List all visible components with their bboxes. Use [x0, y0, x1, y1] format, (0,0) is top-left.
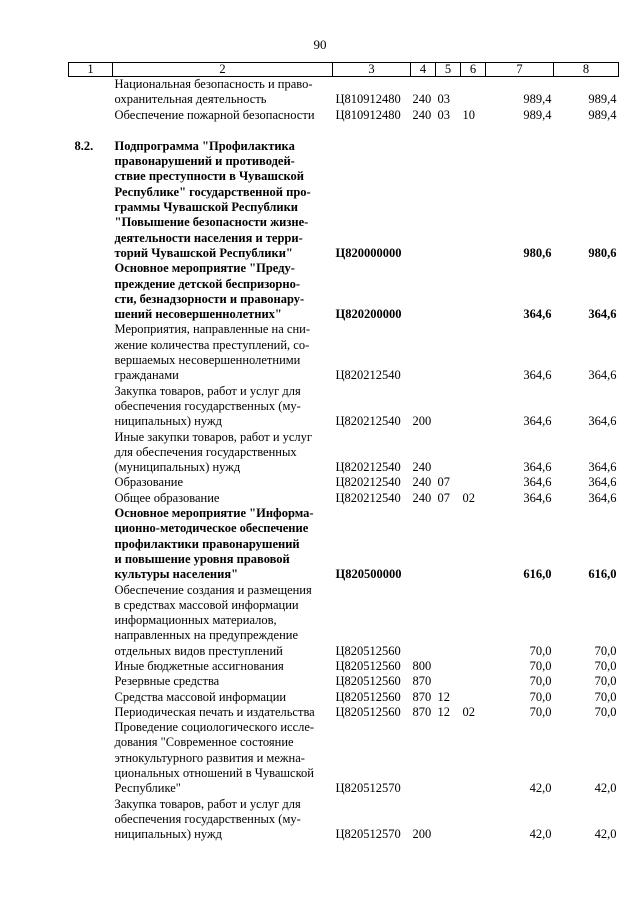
expense-type-code: 800 [412, 658, 432, 673]
section-code [436, 506, 461, 582]
row-name-line: сти, безнадзорности и правонару- [114, 291, 305, 306]
header-cell: 6 [461, 63, 486, 77]
amount-col8: 989,4 [588, 107, 617, 122]
subsection-code [461, 674, 486, 689]
row-name [113, 430, 333, 476]
row-name-line: информационных материалов, [114, 613, 277, 628]
amount-col8: 616,0 [588, 567, 617, 582]
section-number [69, 322, 113, 383]
row-name-line: шений несовершеннолетних" [114, 307, 282, 322]
amount-col8: 70,0 [594, 674, 617, 689]
target-article-code: Ц820512560 [335, 704, 401, 719]
table-body [69, 77, 619, 843]
amount-col7: 42,0 [529, 781, 552, 796]
expense-type-code: 870 [412, 689, 432, 704]
target-article-code: Ц810912480 [335, 92, 401, 107]
section-number [69, 384, 113, 430]
row-name [113, 583, 333, 659]
section-code: 03 [437, 107, 450, 122]
amount-col8: 364,6 [588, 368, 617, 383]
section-code [436, 322, 461, 383]
amount-col7: 364,6 [523, 414, 552, 429]
amount-col7: 364,6 [523, 368, 552, 383]
header-cell: 3 [333, 63, 411, 77]
row-name-line: вершаемых несовершеннолетними [114, 353, 301, 368]
row-name-line: обеспечения государственных (му- [114, 811, 301, 826]
expense-type-code: 870 [412, 674, 432, 689]
row-name-line: правонарушений и противодей- [114, 154, 295, 169]
header-cell: 4 [411, 63, 436, 77]
row-name-line: Иные бюджетные ассигнования [114, 658, 284, 673]
section-number: 8.2. [74, 138, 94, 153]
row-name-line: Основное мероприятие "Преду- [114, 261, 295, 276]
subsection-code [461, 384, 486, 430]
row-name-line: отдельных видов преступлений [114, 643, 283, 658]
row-name-line: Обеспечение создания и размещения [114, 582, 312, 597]
section-number [69, 77, 113, 108]
target-article-code: Ц820512570 [335, 827, 401, 842]
target-article-code: Ц820200000 [335, 307, 402, 322]
row-name-line: Национальная безопасность и право- [114, 77, 313, 91]
target-article-code: Ц810912480 [335, 107, 401, 122]
section-code [436, 139, 461, 261]
row-name-line: ционно-методическое обеспечение [114, 521, 309, 536]
row-name-line: циональных отношений в Чувашской [114, 766, 314, 781]
row-name [113, 705, 333, 720]
subsection-code [461, 797, 486, 843]
subsection-code: 02 [462, 490, 475, 505]
amount-col7: 364,6 [523, 490, 552, 505]
row-name-line: профилактики правонарушений [114, 536, 300, 551]
expense-type-code [411, 583, 436, 659]
row-name [113, 77, 333, 108]
row-name-line: обеспечения государственных (му- [114, 398, 301, 413]
amount-col8: 42,0 [594, 827, 617, 842]
target-article-code: Ц820000000 [335, 245, 402, 260]
amount-col8: 42,0 [594, 781, 617, 796]
row-name-line: жение количества преступлений, со- [114, 337, 310, 352]
table-row [69, 720, 619, 796]
section-code [436, 674, 461, 689]
row-name-line: ниципальных) нужд [114, 827, 222, 842]
row-name-line: Образование [114, 475, 184, 490]
section-number [69, 690, 113, 705]
row-name-line: "Повышение безопасности жизне- [114, 215, 309, 230]
section-code [436, 720, 461, 796]
table-row [69, 506, 619, 582]
row-name-line: Проведение социологического иссле- [114, 720, 315, 735]
table-row [69, 384, 619, 430]
target-article-code: Ц820212540 [335, 490, 401, 505]
amount-col7: 70,0 [529, 643, 552, 658]
subsection-code [461, 583, 486, 659]
row-name-line: Мероприятия, направленные на сни- [114, 322, 311, 337]
amount-col8: 70,0 [594, 658, 617, 673]
target-article-code: Ц820512560 [335, 643, 401, 658]
section-number [69, 261, 113, 322]
subsection-code [461, 690, 486, 705]
section-number [69, 659, 113, 674]
expense-type-code: 240 [412, 460, 432, 475]
amount-col7: 70,0 [529, 704, 552, 719]
row-name-line: Подпрограмма "Профилактика [114, 138, 295, 153]
amount-col7: 70,0 [529, 658, 552, 673]
expense-type-code: 200 [412, 414, 432, 429]
section-code: 07 [437, 490, 450, 505]
header-cell: 2 [113, 63, 333, 77]
amount-col7: 980,6 [523, 245, 552, 260]
row-name-line: этнокультурного развития и межна- [114, 750, 305, 765]
expense-type-code [411, 261, 436, 322]
table-row [69, 583, 619, 659]
row-name [113, 108, 333, 123]
row-name-line: Основное мероприятие "Информа- [114, 506, 314, 521]
row-name-line: Закупка товаров, работ и услуг для [114, 796, 301, 811]
amount-col7: 364,6 [523, 307, 552, 322]
table-row [69, 659, 619, 674]
target-article-code: Ц820512560 [335, 674, 401, 689]
spacer-row [69, 123, 619, 139]
amount-col8: 989,4 [588, 92, 617, 107]
expense-type-code [411, 139, 436, 261]
row-name-line: гражданами [114, 368, 179, 383]
target-article-code: Ц820212540 [335, 368, 401, 383]
target-article-code: Ц820212540 [335, 475, 401, 490]
expense-type-code [411, 322, 436, 383]
table-row [69, 705, 619, 720]
row-name-line: охранительная деятельность [114, 92, 267, 107]
section-number [69, 705, 113, 720]
amount-col7: 70,0 [529, 689, 552, 704]
table-row [69, 690, 619, 705]
row-name-line: Периодическая печать и издательства [114, 704, 315, 719]
header-cell: 7 [486, 63, 554, 77]
row-name [113, 261, 333, 322]
amount-col7: 364,6 [523, 460, 552, 475]
row-name-line: Республике" [114, 781, 181, 796]
subsection-code [461, 430, 486, 476]
subsection-code: 02 [462, 704, 475, 719]
row-name-line: в средствах массовой информации [114, 597, 299, 612]
amount-col8: 70,0 [594, 689, 617, 704]
row-name [113, 506, 333, 582]
table-row [69, 430, 619, 476]
section-number [69, 108, 113, 123]
section-number [69, 797, 113, 843]
budget-table [68, 62, 619, 843]
table-row [69, 674, 619, 689]
row-name-line: Иные закупки товаров, работ и услуг [114, 429, 313, 444]
section-code [436, 583, 461, 659]
subsection-code [461, 506, 486, 582]
row-name [113, 659, 333, 674]
row-name-line: (муниципальных) нужд [114, 460, 241, 475]
subsection-code [461, 77, 486, 108]
subsection-code [461, 659, 486, 674]
row-name [113, 384, 333, 430]
row-name-line: и повышение уровня правовой [114, 551, 290, 566]
amount-col7: 989,4 [523, 92, 552, 107]
table-header-row [69, 63, 619, 77]
row-name [113, 690, 333, 705]
table-row [69, 77, 619, 108]
row-name-line: торий Чувашской Республики" [114, 245, 293, 260]
row-name [113, 475, 333, 490]
section-code: 12 [437, 689, 450, 704]
subsection-code: 10 [462, 107, 475, 122]
amount-col8: 364,6 [588, 475, 617, 490]
row-name-line: граммы Чувашской Республики [114, 200, 298, 215]
target-article-code: Ц820512560 [335, 658, 401, 673]
amount-col8: 364,6 [588, 490, 617, 505]
amount-col8: 364,6 [588, 460, 617, 475]
section-code: 03 [437, 92, 450, 107]
amount-col8: 364,6 [588, 307, 617, 322]
subsection-code [461, 139, 486, 261]
row-name-line: Республике" государственной про- [114, 184, 311, 199]
table-row [69, 797, 619, 843]
page-number: 90 [313, 37, 327, 52]
row-name-line: Средства массовой информации [114, 689, 287, 704]
target-article-code: Ц820500000 [335, 567, 402, 582]
amount-col8: 980,6 [588, 245, 617, 260]
section-code [436, 430, 461, 476]
section-number [69, 475, 113, 490]
amount-col8: 364,6 [588, 414, 617, 429]
section-code: 12 [437, 704, 450, 719]
row-name [113, 491, 333, 506]
table-row [69, 139, 619, 261]
section-number [69, 430, 113, 476]
subsection-code [461, 322, 486, 383]
expense-type-code: 240 [412, 490, 432, 505]
amount-col7: 42,0 [529, 827, 552, 842]
section-code: 07 [437, 475, 450, 490]
row-name-line: Обеспечение пожарной безопасности [114, 107, 315, 122]
table-row [69, 108, 619, 123]
amount-col8: 70,0 [594, 704, 617, 719]
amount-col7: 616,0 [523, 567, 552, 582]
section-number [69, 506, 113, 582]
expense-type-code: 240 [412, 475, 432, 490]
row-name-line: дования "Современное состояние [114, 735, 294, 750]
expense-type-code: 240 [412, 107, 432, 122]
header-cell: 5 [436, 63, 461, 77]
section-code [436, 797, 461, 843]
section-code [436, 659, 461, 674]
section-number [69, 583, 113, 659]
row-name-line: Закупка товаров, работ и услуг для [114, 383, 301, 398]
target-article-code: Ц820212540 [335, 414, 401, 429]
row-name-line: деятельности населения и терри- [114, 230, 303, 245]
section-number [69, 720, 113, 796]
row-name-line: направленных на предупреждение [114, 628, 298, 643]
table-row [69, 322, 619, 383]
row-name [113, 797, 333, 843]
row-name [113, 322, 333, 383]
subsection-code [461, 475, 486, 490]
row-name [113, 139, 333, 261]
section-number [69, 674, 113, 689]
expense-type-code: 870 [412, 704, 432, 719]
row-name-line: преждение детской беспризорно- [114, 276, 300, 291]
row-name-line: ниципальных) нужд [114, 414, 222, 429]
header-cell: 1 [69, 63, 113, 77]
target-article-code: Ц820512570 [335, 781, 401, 796]
amount-col7: 364,6 [523, 475, 552, 490]
row-name-line: культуры населения" [114, 567, 239, 582]
subsection-code [461, 720, 486, 796]
amount-col8: 70,0 [594, 643, 617, 658]
amount-col7: 70,0 [529, 674, 552, 689]
section-number [69, 491, 113, 506]
row-name-line: ствие преступности в Чувашской [114, 169, 305, 184]
row-name-line: Общее образование [114, 490, 220, 505]
table-row [69, 475, 619, 490]
table-row [69, 261, 619, 322]
expense-type-code: 240 [412, 92, 432, 107]
expense-type-code [411, 506, 436, 582]
section-code [436, 384, 461, 430]
section-code [436, 261, 461, 322]
subsection-code [461, 261, 486, 322]
row-name [113, 674, 333, 689]
target-article-code: Ц820512560 [335, 689, 401, 704]
expense-type-code: 200 [412, 827, 432, 842]
amount-col7: 989,4 [523, 107, 552, 122]
table-row [69, 491, 619, 506]
header-cell: 8 [554, 63, 619, 77]
expense-type-code [411, 720, 436, 796]
target-article-code: Ц820212540 [335, 460, 401, 475]
row-name-line: для обеспечения государственных [114, 444, 297, 459]
row-name [113, 720, 333, 796]
row-name-line: Резервные средства [114, 674, 220, 689]
